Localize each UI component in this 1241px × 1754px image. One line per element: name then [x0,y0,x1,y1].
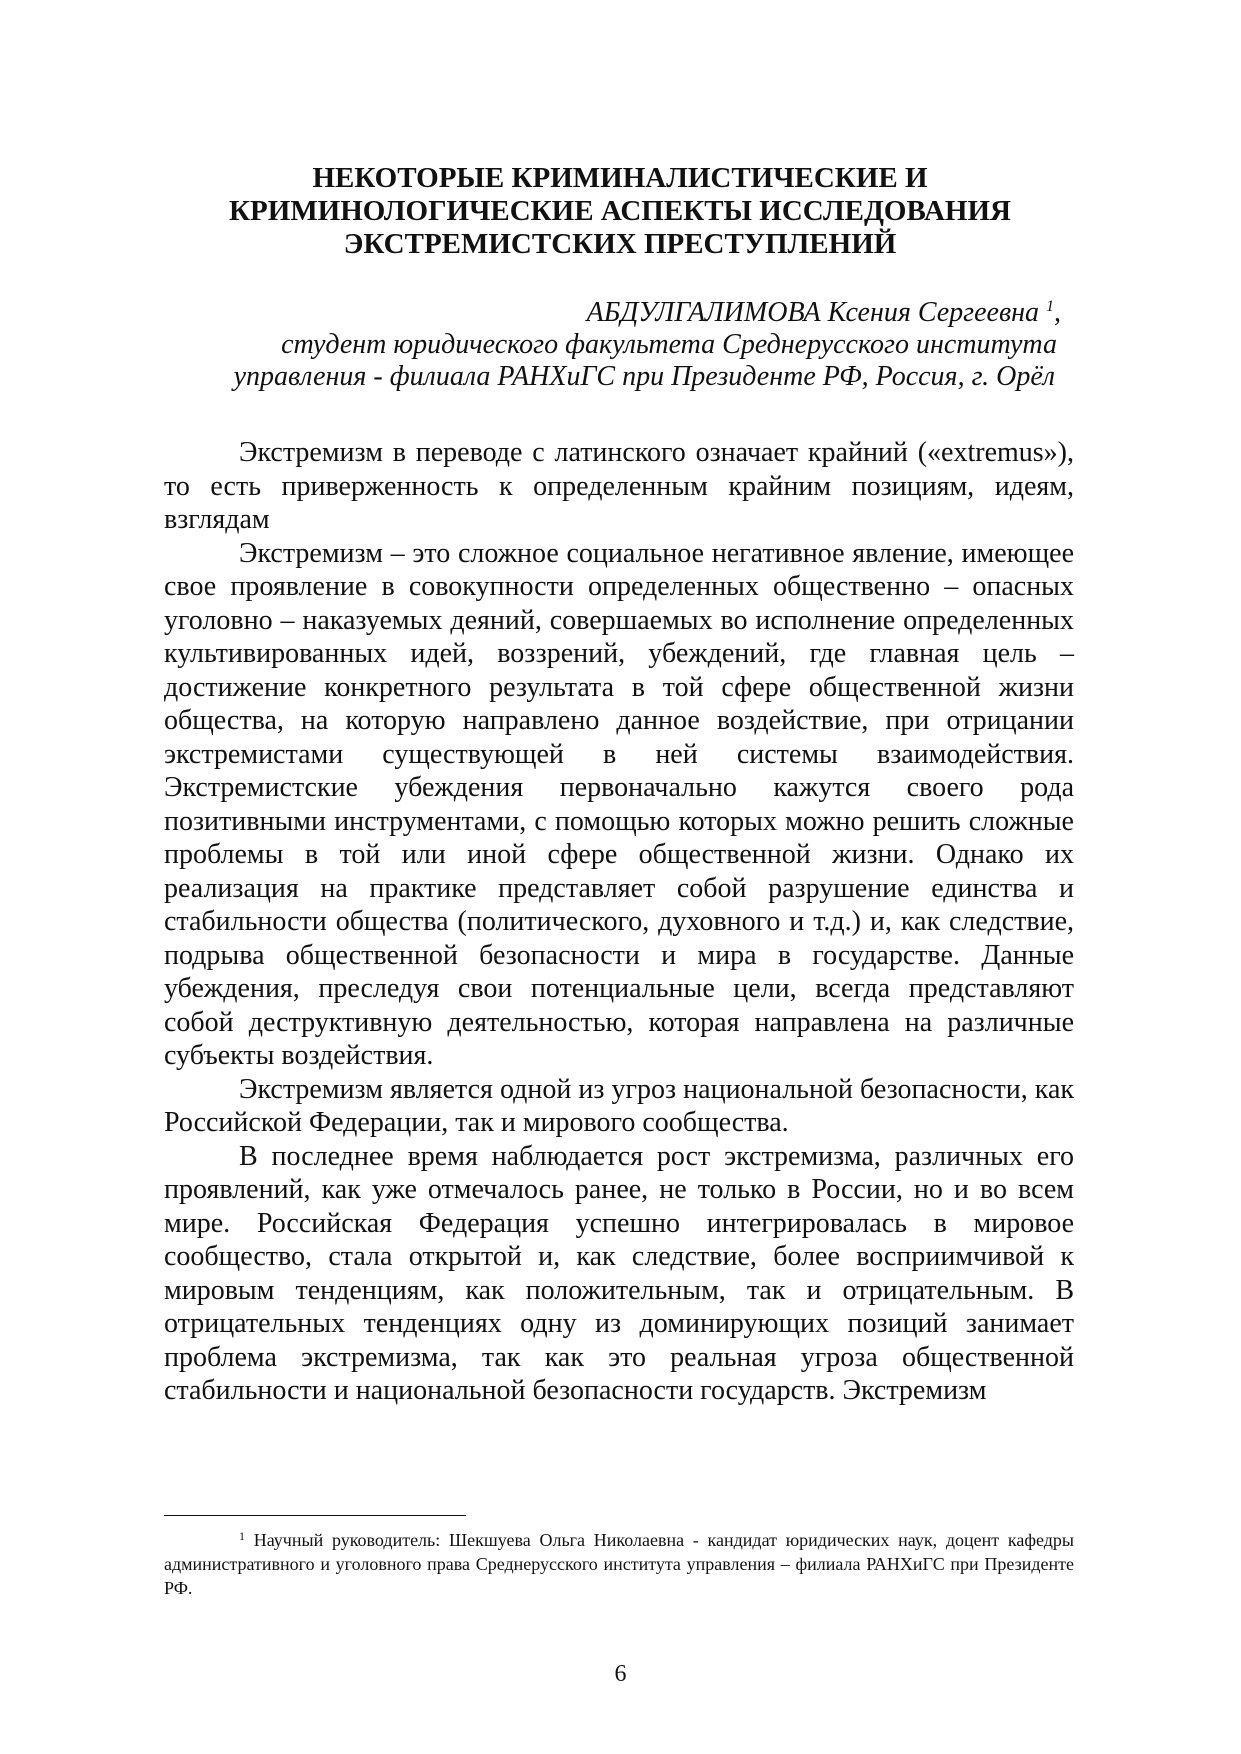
page-number: 6 [614,1661,627,1687]
article-body [164,436,1074,1408]
title-line: НЕКОТОРЫЕ КРИМИНАЛИСТИЧЕСКИЕ И [312,162,928,194]
footnote-marker: 1 [239,1529,245,1543]
footnote [164,1528,1074,1600]
author-block [150,297,1061,393]
author-name-suffix: , [1054,297,1061,328]
author-affiliation: студент юридического факультета Среднерусского института [281,329,1057,360]
paragraph: В последнее время наблюдается рост экстремизма, различных его проявлений, как уже отмечалось ранее, не только в России, но и во всем мире. Российская Федерация успешно интегрировалась в мировое сообщество, стала открытой и, как следствие, более восприимчивой к мировым тенденциям, как положительным, так и отрицательным. В отрицательных тенденциях одну из доминирующих позиций занимает проблема экстремизма, так как это реальная угроза общественной стабильности и национальной безопасности государств. Экстремизм [164,1140,1074,1406]
footnote-text: Научный руководитель: Шекшуева Ольга Николаевна - кандидат юридических наук, доцент кафедры административного и уголовного права Среднерусского института управления – филиала РАНХиГС при Президенте РФ. [164,1530,1074,1598]
title-line: ЭКСТРЕМИСТСКИХ ПРЕСТУПЛЕНИЙ [343,228,897,260]
footnote-ref: 1 [1046,298,1054,315]
author-affiliation: управления - филиала РАНХиГС при Президенте РФ, Россия, г. Орёл [233,361,1055,392]
paragraph: Экстремизм является одной из угроз национальной безопасности, как Российской Федерации, так и мирового сообщества. [164,1073,1074,1138]
title-line: КРИМИНОЛОГИЧЕСКИЕ АСПЕКТЫ ИССЛЕДОВАНИЯ [229,195,1011,227]
paragraph: Экстремизм – это сложное социальное негативное явление, имеющее свое проявление в совокупности определенных общественно – опасных уголовно – наказуемых деяний, совершаемых во исполнение определенных культивированных идей, воззрений, убеждений, где главная цель – достижение конкретного результата в той сфере общественной жизни общества, на которую направлено данное воздействие, при отрицании экстремистами существующей в ней системы взаимодействия. Экстремистские убеждения первоначально кажутся своего рода позитивными инструментами, с помощью которых можно решить сложные проблемы в той или иной сфере общественной жизни. Однако их реализация на практике представляет собой разрушение единства и стабильности общества (политического, духовного и т.д.) и, как следствие, подрыва общественной безопасности и мира в государстве. Данные убеждения, преследуя свои потенциальные цели, всегда представляют собой деструктивную деятельностью, которая направлена на различные субъекты воздействия. [164,537,1074,1071]
author-name-line [150,297,1061,329]
author-name: АБДУЛГАЛИМОВА Ксения Сергеевна [586,297,1039,328]
article-title [150,162,1090,261]
paragraph: Экстремизм в переводе с латинского означает крайний («extremus»), то есть приверженность к определенным крайним позициям, идеям, взглядам [164,437,1074,535]
footnote-divider [164,1515,466,1516]
